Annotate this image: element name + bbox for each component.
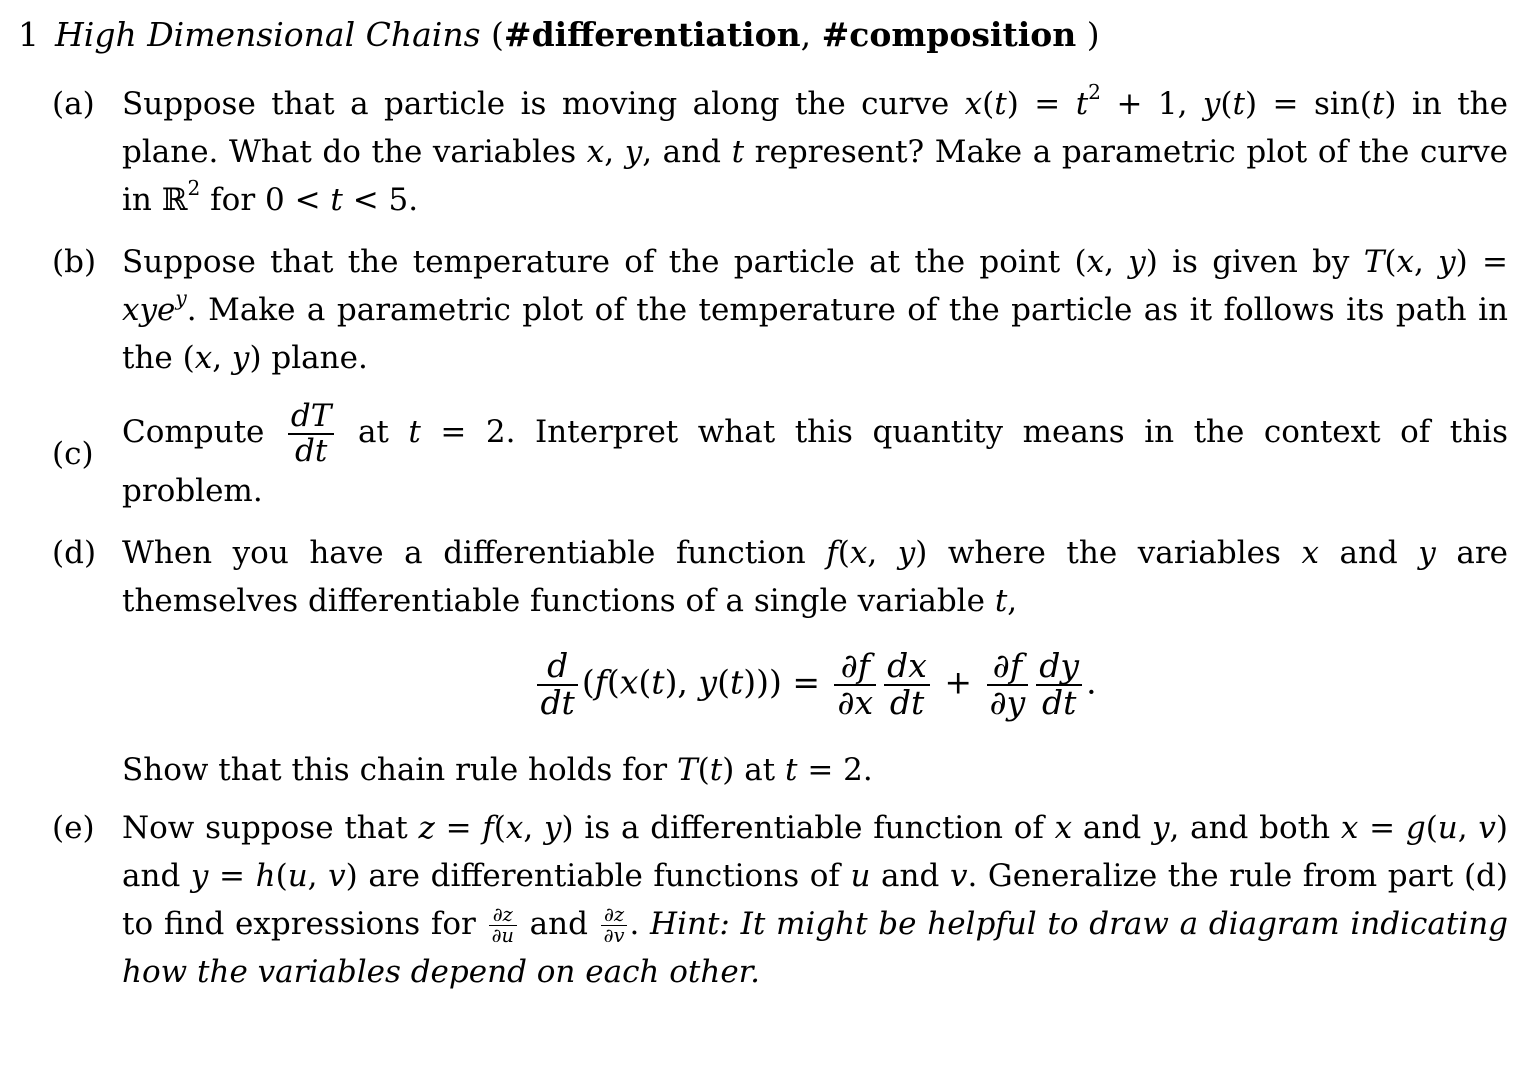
problem-title: High Dimensional Chains <box>55 15 481 54</box>
part-d <box>18 529 1508 794</box>
part-c <box>18 400 1508 515</box>
part-d-text: When you have a differentiable function f(x, y) where the variables x and y are themselves differentiable functions of a single variable t, <box>122 535 1508 620</box>
tag-close-paren: ) <box>1086 15 1100 54</box>
part-a-label: (a) <box>52 86 95 122</box>
tag-composition: #composition <box>821 15 1077 54</box>
tag-separator: , <box>800 15 812 54</box>
part-e-text: Now suppose that z = f(x, y) is a differentiable function of x and y, and both x = g(u, v) and y = h(u, v) are differentiable functions of u and v. Generalize the rule from part (d) to find expressions for $\frac{\partial z}{\partial u}$ and $\frac{\partial z}{\partial v}$ . <box>122 810 1509 948</box>
part-e <box>18 804 1508 996</box>
part-d-after-text: Show that this chain rule holds for T(t) at t = 2. <box>122 752 873 789</box>
tag-open-paren: ( <box>491 15 504 54</box>
part-d-label: (d) <box>52 535 97 572</box>
part-a <box>18 80 1508 224</box>
problem-heading <box>18 12 1518 58</box>
problem-number: 1 <box>18 15 39 54</box>
part-a-text: Suppose that a particle is moving along the curve $x(t) = t^2 + 1$, y(t) = sin(t) in the plane. What do the variables x, y, and t represent? Make a parametric plot of the curve in ℝ$^2$ for 0 < t < 5. <box>122 79 1508 218</box>
part-e-label: (e) <box>52 810 95 847</box>
part-b-label: (b) <box>52 244 97 280</box>
problem-container <box>18 12 1518 996</box>
dT-dt-fraction: $\frac{dT}{dt}$ <box>288 400 335 467</box>
tag-differentiation: #differentiation <box>503 15 801 54</box>
part-b <box>18 238 1508 382</box>
chain-rule-equation: $\frac{d}{dt}$ (f(x(t), y(t))) = $\frac{\partial f}{\partial x}$ $\frac{dx}{dt}$ + $\frac{\partial f}{\partial y}$ $\frac{dy}{dt}$ . <box>122 649 1508 720</box>
part-e-hint: Hint: It might be helpful to draw a diagram indicating how the variables depend on each other. <box>122 906 1509 991</box>
part-b-text: Suppose that the temperature of the particle at the point (x, y) is given by T(x, y) = xye$^y$. Make a parametric plot of the temperature of the particle as it follows its path in the (x, y) plane. <box>122 244 1508 376</box>
part-c-label: (c) <box>52 436 94 472</box>
part-c-text: Compute $\frac{dT}{dt}$ at t = 2. Interpret what this quantity means in the context of this problem. <box>122 398 1508 510</box>
